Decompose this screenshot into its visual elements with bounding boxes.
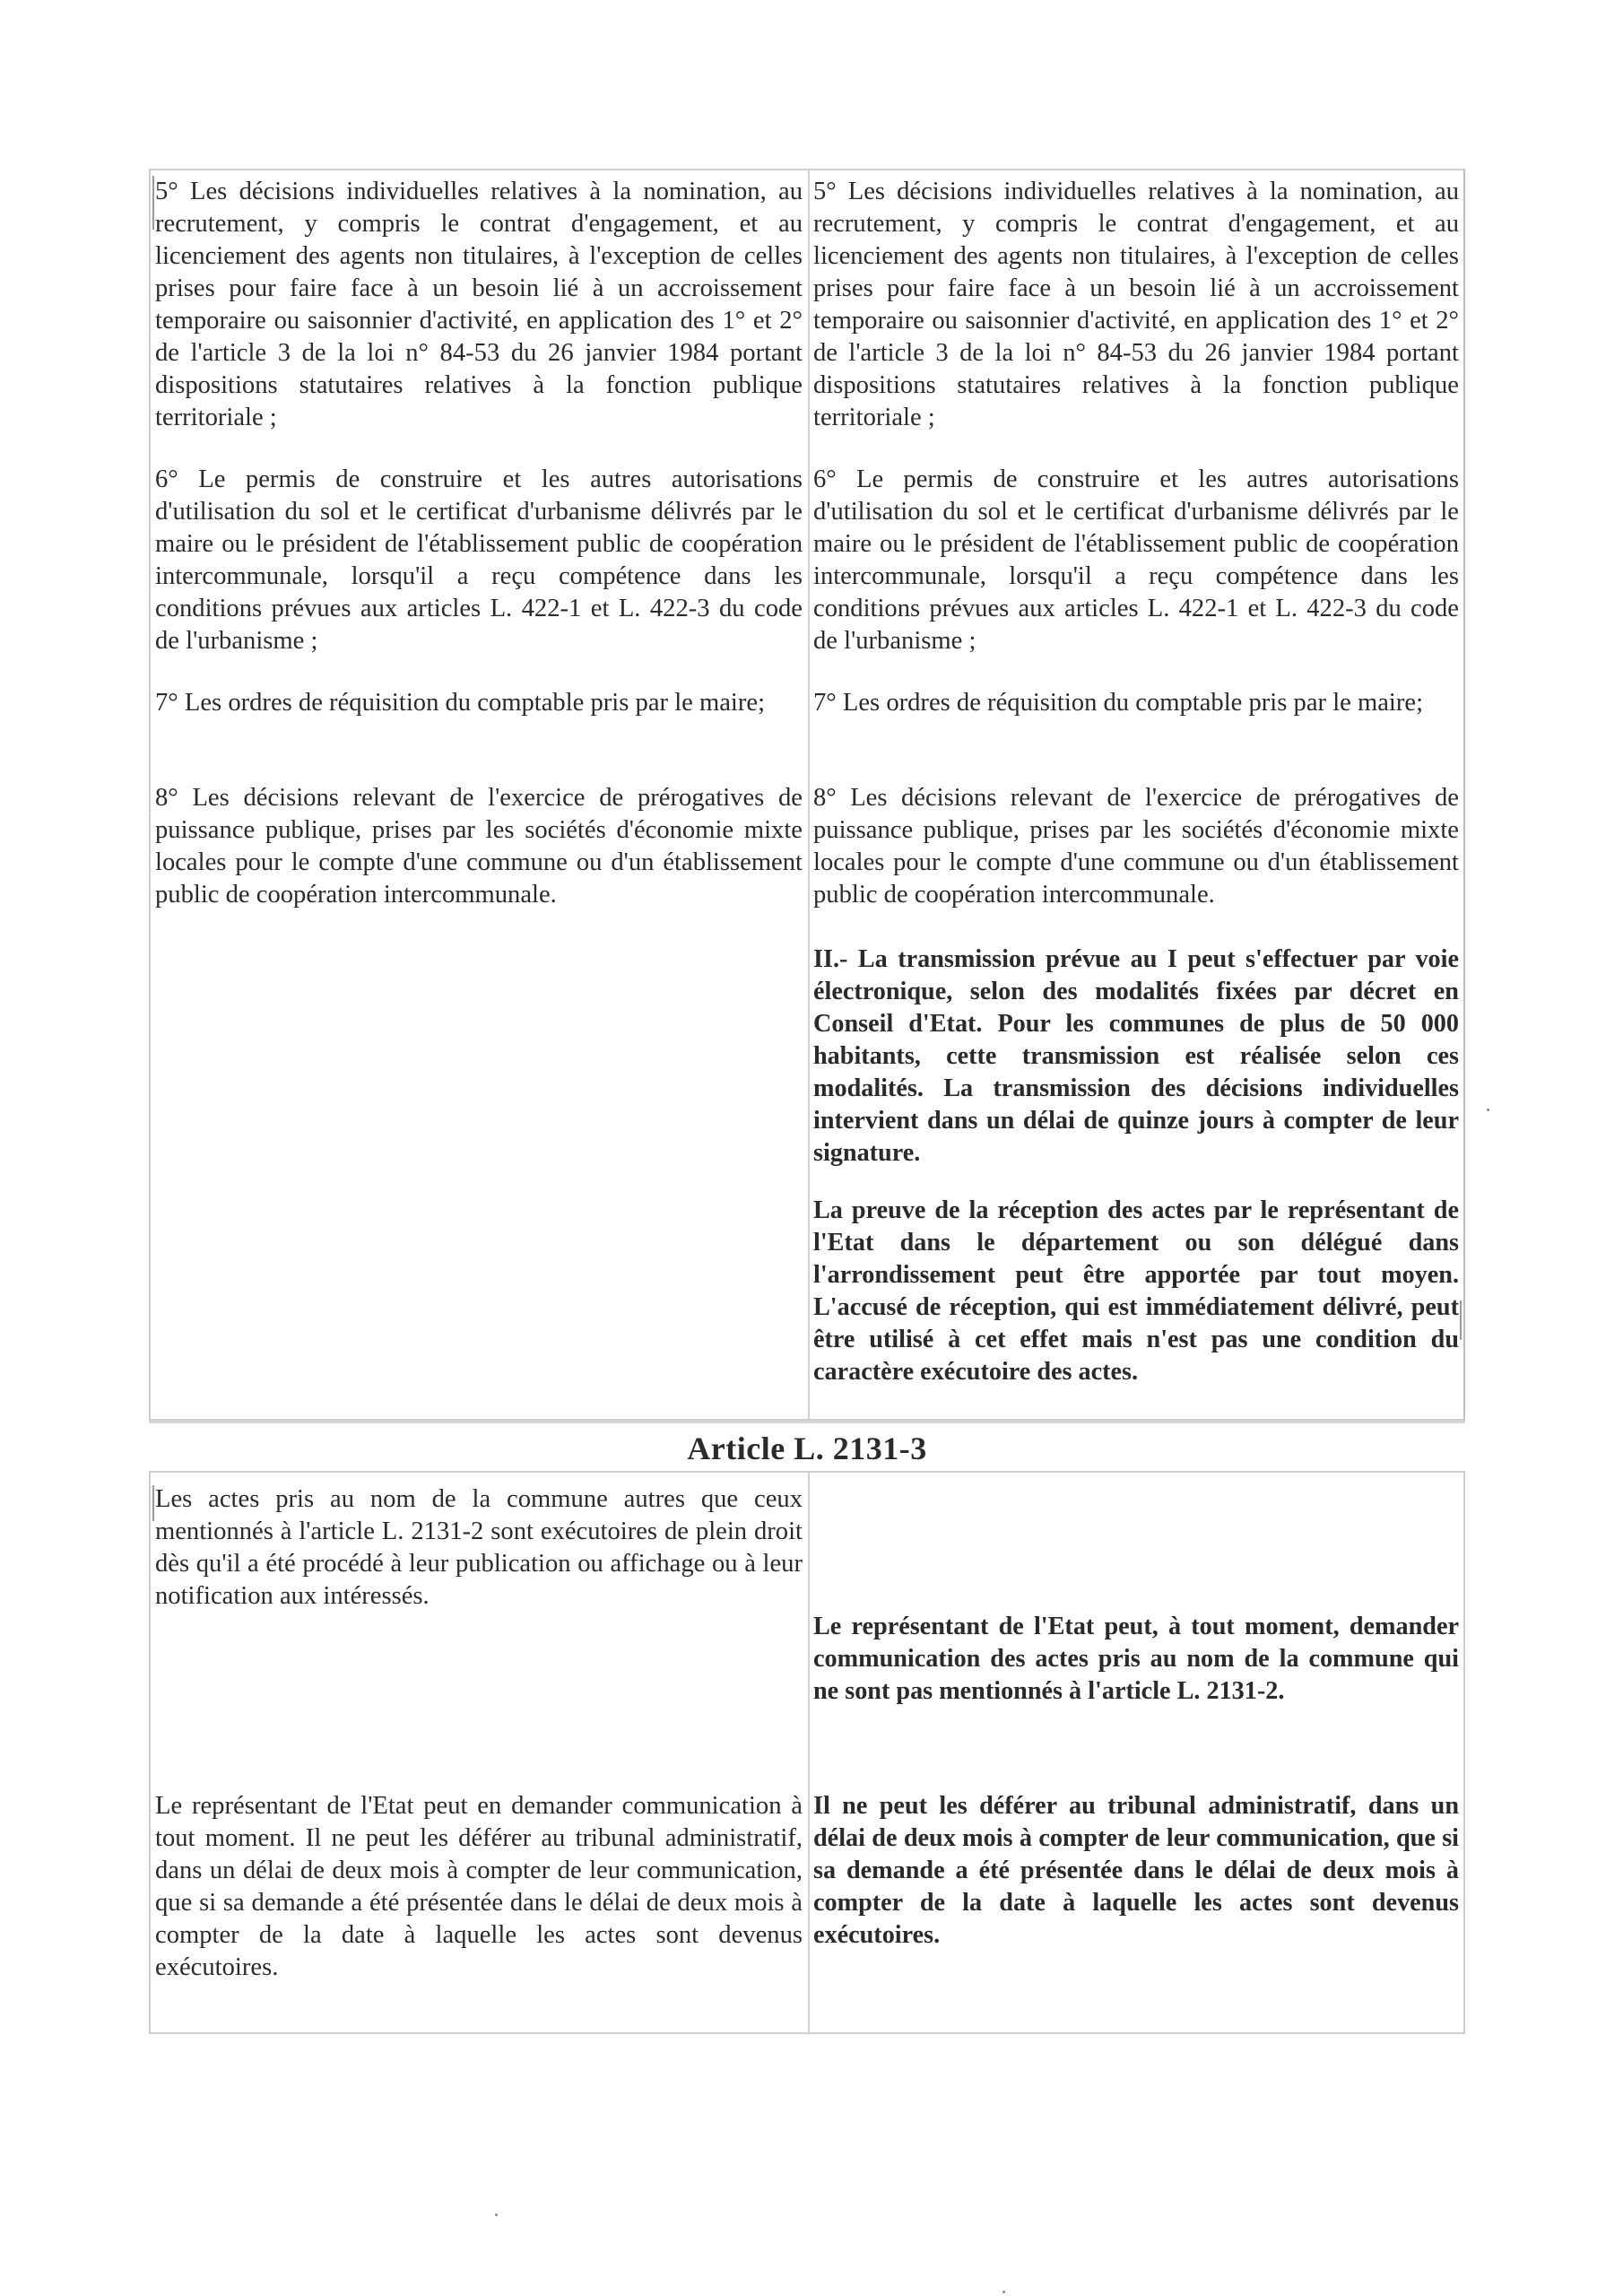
column-divider xyxy=(808,170,810,1419)
column-divider xyxy=(808,1473,810,2032)
scan-mark xyxy=(152,1485,154,1521)
right-paragraph-6: 6° Le permis de construire et les autres autorisations d'utilisation du sol et le certificat d'urbanisme délivrés par le maire ou le président de l'établissement public de coopération intercommunale, lorsqu'il a reçu compétence dans les conditions prévues aux articles L. 422-1 et L. 422-3 du code de l'urbanisme ; xyxy=(813,465,1459,655)
right-paragraph-8: 8° Les décisions relevant de l'exercice de prérogatives de puissance publique, prises par les sociétés d'économie mixte locales pour le compte d'une commune ou d'un établissement public de coopération intercommunale. xyxy=(813,784,1459,909)
scan-mark xyxy=(152,176,154,230)
right-paragraph-7: 7° Les ordres de réquisition du comptable pris par le maire; xyxy=(813,689,1424,717)
article-heading-band xyxy=(149,1421,1465,1471)
scan-mark xyxy=(1460,1300,1462,1340)
left-paragraph-6: 6° Le permis de construire et les autres autorisations d'utilisation du sol et le certificat d'urbanisme délivrés par le maire ou le président de l'établissement public de coopération intercommunale, lorsqu'il a reçu compétence dans les conditions prévues aux articles L. 422-1 et L. 422-3 du code de l'urbanisme ; xyxy=(155,465,803,655)
left-paragraph-l2131-3-a: Les actes pris au nom de la commune autres que ceux mentionnés à l'article L. 2131-2 sont exécutoires de plein droit dès qu'il a été procédé à leur publication ou affichage ou à leur notification aux intéressés. xyxy=(155,1485,803,1610)
right-paragraph-II: II.- La transmission prévue au I peut s'effectuer par voie électronique, selon des modalités fixées par décret en Conseil d'Etat. Pour les communes de plus de 50 000 habitants, cette transmission est réalisée selon ces modalités. La transmission des décisions individuelles intervient dans un délai de quinze jours à compter de leur signature. xyxy=(813,945,1459,1167)
left-paragraph-5: 5° Les décisions individuelles relatives à la nomination, au recrutement, y compris le contrat d'engagement, et au licenciement des agents non titulaires, à l'exception de celles prises pour faire face à un besoin lié à un accroissement temporaire ou saisonnier d'activité, en application des 1° et 2° de l'article 3 de la loi n° 84-53 du 26 janvier 1984 portant dispositions statutaires relatives à la fonction publique territoriale ; xyxy=(155,178,803,431)
left-paragraph-l2131-3-b: Le représentant de l'Etat peut en demander communication à tout moment. Il ne peut les déférer au tribunal administratif, dans un délai de deux mois à compter de leur communication, que si sa demande a été présentée dans le délai de deux mois à compter de la date à laquelle les actes sont devenus exécutoires. xyxy=(155,1792,803,1981)
scan-speck xyxy=(1487,1109,1489,1111)
left-paragraph-7: 7° Les ordres de réquisition du comptable pris par le maire; xyxy=(155,689,766,717)
right-paragraph-5: 5° Les décisions individuelles relatives à la nomination, au recrutement, y compris le contrat d'engagement, et au licenciement des agents non titulaires, à l'exception de celles prises pour faire face à un besoin lié à un accroissement temporaire ou saisonnier d'activité, en application des 1° et 2° de l'article 3 de la loi n° 84-53 du 26 janvier 1984 portant dispositions statutaires relatives à la fonction publique territoriale ; xyxy=(813,178,1459,431)
article-heading: Article L. 2131-3 xyxy=(687,1431,927,1466)
right-paragraph-l2131-3-a: Le représentant de l'Etat peut, à tout moment, demander communication des actes pris au nom de la commune qui ne sont pas mentionnés à l'article L. 2131-2. xyxy=(813,1613,1459,1705)
left-paragraph-8: 8° Les décisions relevant de l'exercice de prérogatives de puissance publique, prises par les sociétés d'économie mixte locales pour le compte d'une commune ou d'un établissement public de coopération intercommunale. xyxy=(155,784,803,909)
scan-speck xyxy=(1002,2291,1005,2293)
right-paragraph-l2131-3-b: Il ne peut les déférer au tribunal administratif, dans un délai de deux mois à compter de leur communication, que si sa demande a été présentée dans le délai de deux mois à compter de la date à laquelle les actes sont devenus exécutoires. xyxy=(813,1792,1459,1949)
scan-speck xyxy=(495,2213,498,2216)
right-paragraph-proof: La preuve de la réception des actes par le représentant de l'Etat dans le département ou son délégué dans l'arrondissement peut être apportée par tout moyen. L'accusé de réception, qui est immédiatement délivré, peut être utilisé à cet effet mais n'est pas une condition du caractère exécutoire des actes. xyxy=(813,1196,1459,1386)
